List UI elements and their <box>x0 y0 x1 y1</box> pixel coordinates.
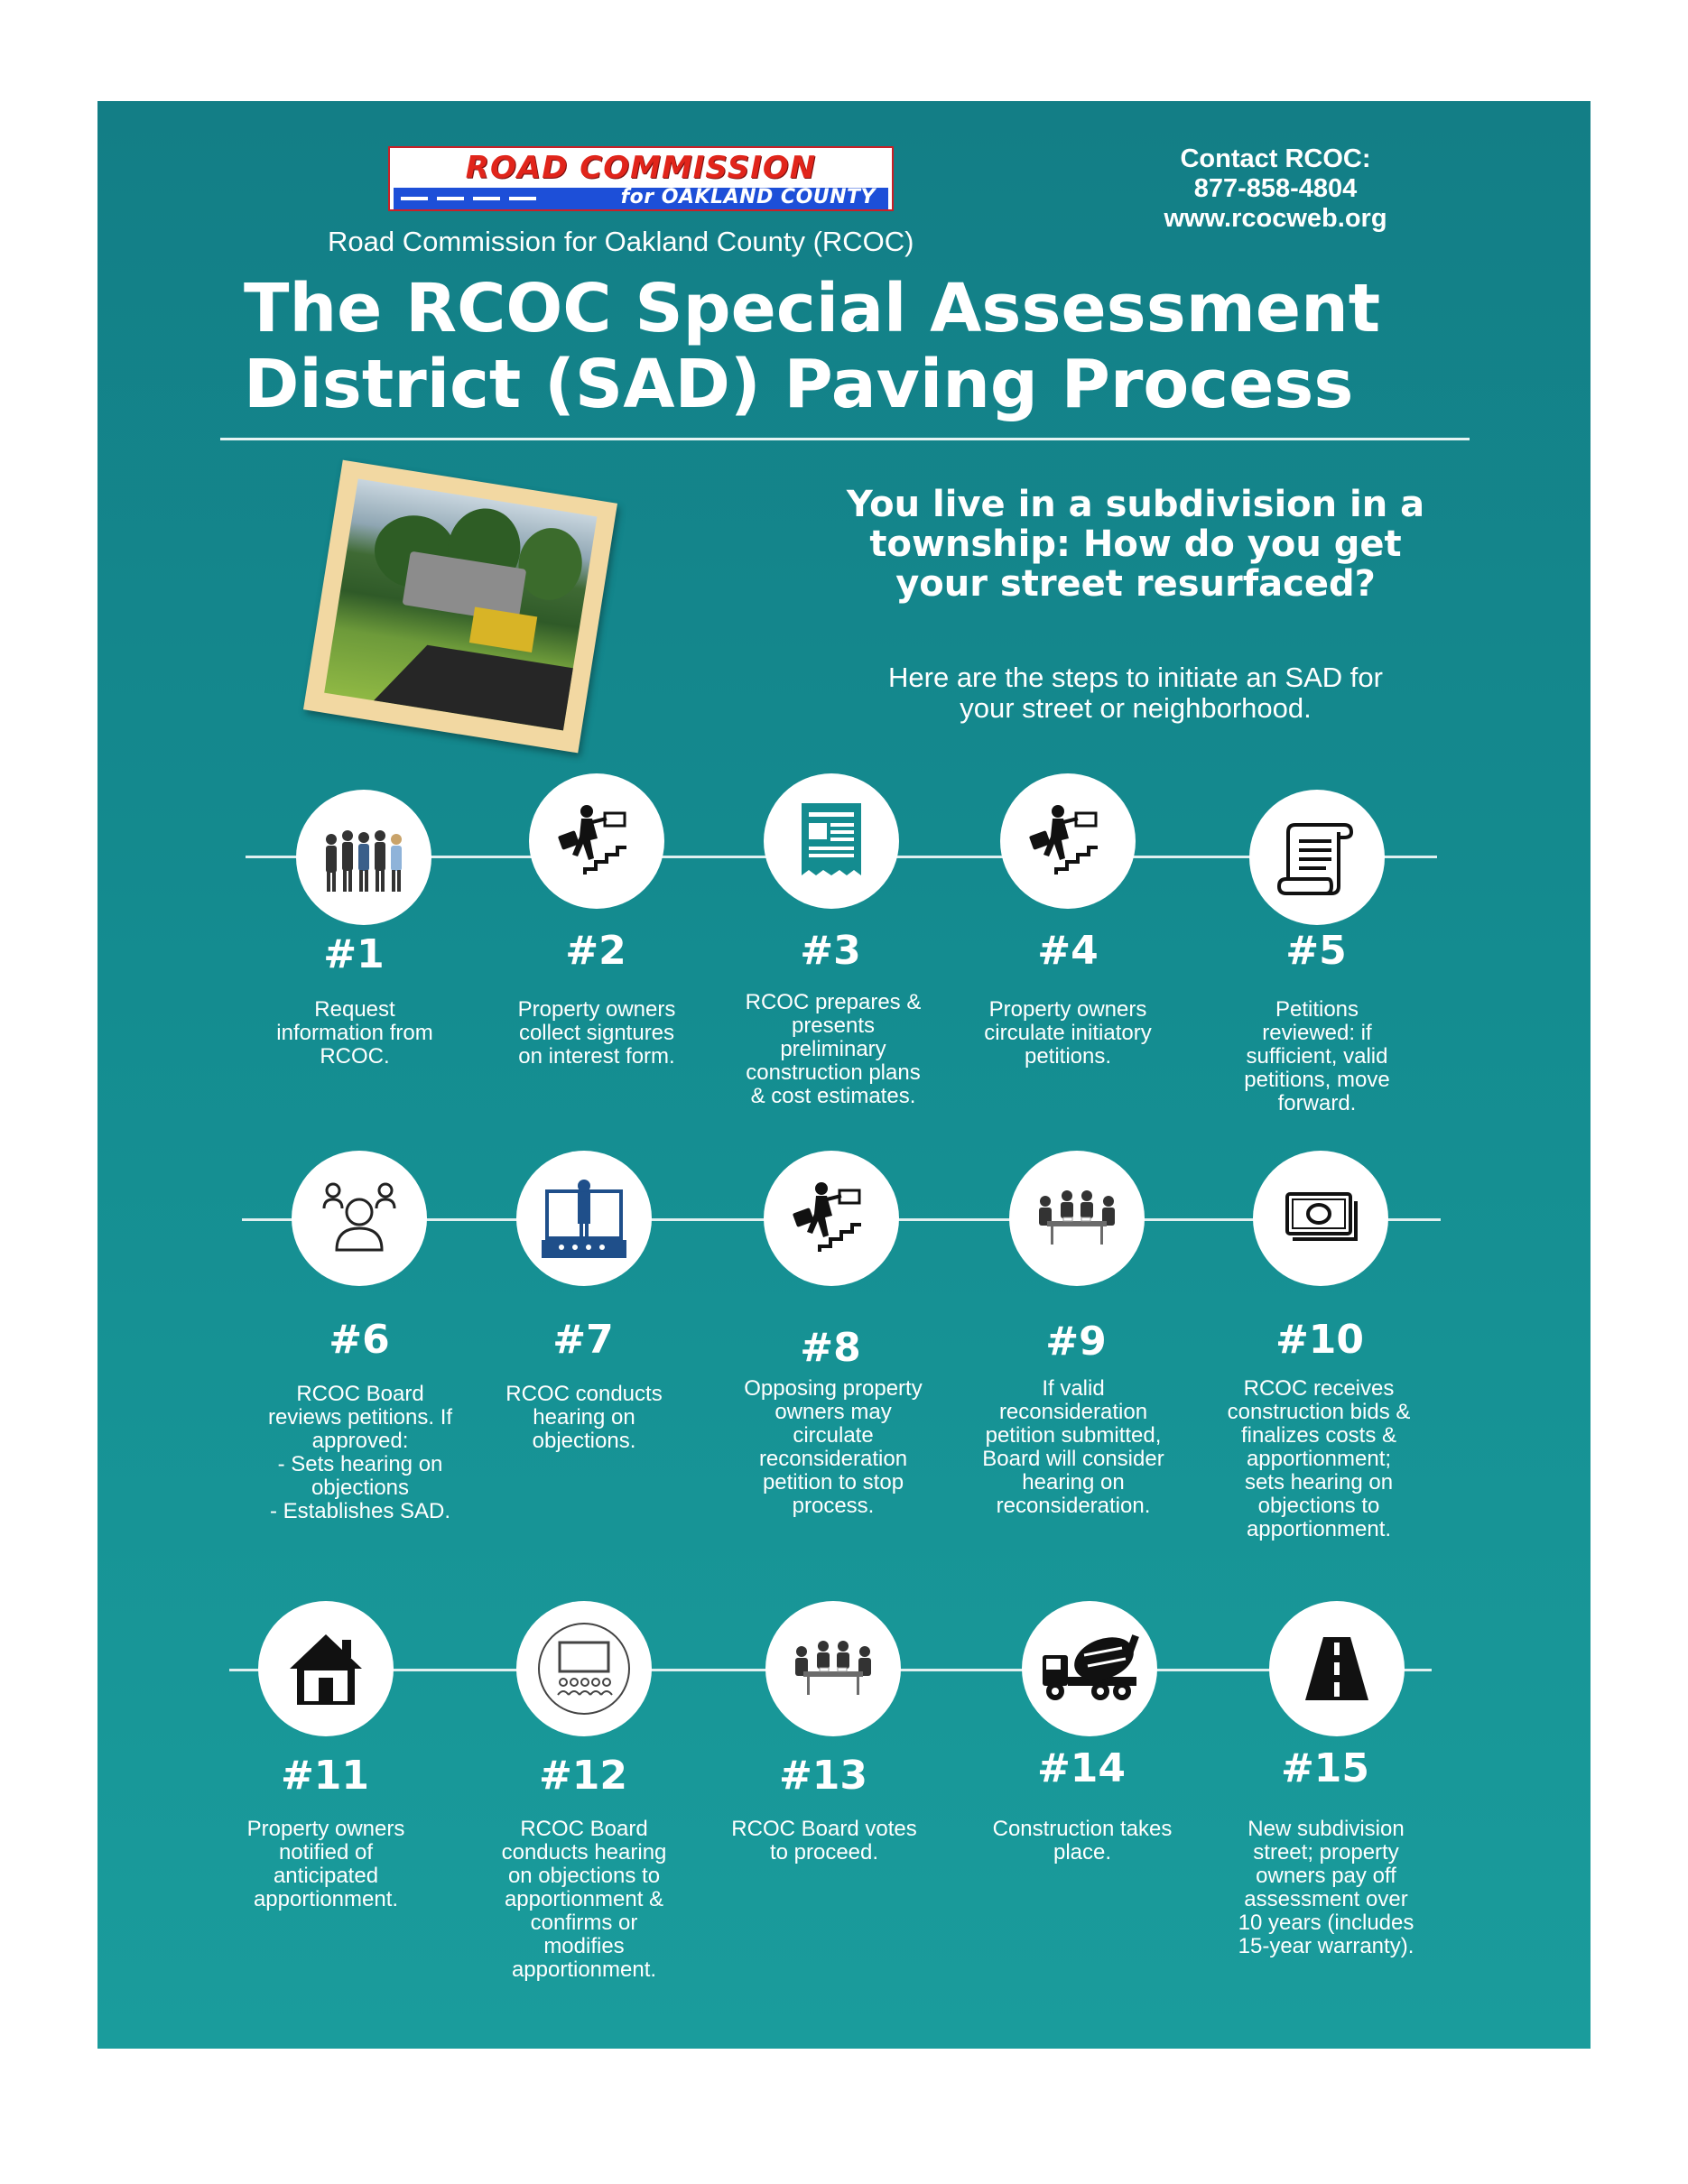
businesswoman-stairs-icon <box>547 791 646 891</box>
step-8-number: #8 <box>800 1325 861 1371</box>
step-5-circle <box>1249 790 1385 925</box>
step-9-text: If valid reconsideration petition submitted, Board will consider hearing on reconsideration. <box>982 1376 1164 1518</box>
step-15-text: New subdivision street; property owners pay off assessment over 10 years (includes 15-year warranty). <box>1238 1817 1414 1958</box>
logo-line1: ROAD COMMISSION <box>465 150 817 186</box>
screen-audience-icon <box>534 1619 634 1718</box>
step-5-text: Petitions reviewed: if sufficient, valid petitions, move forward. <box>1244 997 1390 1115</box>
step-14-number: #14 <box>1036 1745 1127 1791</box>
step-11-circle <box>258 1601 394 1736</box>
question-line3: your street resurfaced? <box>895 563 1376 605</box>
step-14-text: Construction takes place. <box>992 1817 1173 1865</box>
step-2-circle <box>529 773 664 909</box>
step-1-circle <box>296 790 431 925</box>
step-7-number: #7 <box>552 1317 614 1363</box>
meeting-table-icon <box>1027 1178 1127 1259</box>
step-9-circle <box>1009 1151 1145 1286</box>
meeting-table-icon <box>784 1628 883 1709</box>
step-4-number: #4 <box>1037 928 1099 974</box>
title-divider <box>220 438 1470 440</box>
businesswoman-stairs-icon <box>1018 791 1118 891</box>
step-7-text: RCOC conducts hearing on objections. <box>505 1382 663 1453</box>
step-10-text: RCOC receives construction bids & finalizes costs & apportionment; sets hearing on objections to apportionment. <box>1227 1376 1411 1541</box>
intro-text <box>802 662 1470 724</box>
step-14-circle <box>1022 1601 1157 1736</box>
people-group-icon <box>319 812 409 902</box>
scroll-icon <box>1272 812 1362 902</box>
step-1-number: #1 <box>323 931 385 977</box>
document-icon <box>791 796 872 886</box>
contact-block <box>1136 144 1415 234</box>
step-13-number: #13 <box>778 1753 868 1799</box>
step-12-circle <box>516 1601 652 1736</box>
infographic-poster <box>97 101 1591 2049</box>
money-icon <box>1280 1187 1361 1250</box>
question-line1: You live in a subdivision in a <box>846 484 1425 525</box>
intro-line1: Here are the steps to initiate an SAD for <box>888 662 1383 693</box>
contact-phone: 877-858-4804 <box>1193 174 1358 203</box>
step-13-circle <box>765 1601 901 1736</box>
step-3-text: RCOC prepares & presents preliminary construction plans & cost estimates. <box>745 990 922 1108</box>
step-8-circle <box>764 1151 899 1286</box>
step-6-text: RCOC Board reviews petitions. If approved: - Sets hearing on objections - Establishes SAD. <box>267 1382 453 1523</box>
question-line2: township: How do you get <box>869 523 1402 565</box>
title-line1: The RCOC Special Assessment <box>244 270 1381 347</box>
step-7-circle <box>516 1151 652 1286</box>
intro-line2: your street or neighborhood. <box>960 692 1312 724</box>
step-11-number: #11 <box>280 1753 370 1799</box>
step-6-circle <box>292 1151 427 1286</box>
step-1-text: Request information from RCOC. <box>276 997 433 1069</box>
step-12-number: #12 <box>538 1753 628 1799</box>
step-8-text: Opposing property owners may circulate reconsideration petition to stop process. <box>744 1376 923 1518</box>
step-3-circle <box>764 773 899 909</box>
step-11-text: Property owners notified of anticipated apportionment. <box>246 1817 405 1911</box>
paving-photo-image <box>324 479 597 731</box>
step-5-number: #5 <box>1285 928 1347 974</box>
organization-subtitle: Road Commission for Oakland County (RCOC) <box>328 226 914 257</box>
step-15-number: #15 <box>1280 1745 1370 1791</box>
step-12-text: RCOC Board conducts hearing on objections to apportionment & confirms or modifies apportionment. <box>501 1817 667 1982</box>
road-icon <box>1296 1628 1377 1709</box>
step-6-number: #6 <box>329 1317 390 1363</box>
cement-truck-icon <box>1035 1628 1144 1709</box>
rcoc-logo <box>388 146 894 211</box>
question-heading <box>784 485 1488 604</box>
businesswoman-stairs-icon <box>782 1169 881 1268</box>
house-icon <box>281 1624 371 1714</box>
contact-label: Contact RCOC: <box>1180 144 1371 173</box>
step-2-number: #2 <box>565 928 626 974</box>
step-4-text: Property owners circulate initiatory petitions. <box>984 997 1152 1069</box>
step-15-circle <box>1269 1601 1405 1736</box>
logo-line2: for OAKLAND COUNTY <box>620 186 876 208</box>
contact-website: www.rcocweb.org <box>1164 204 1387 233</box>
title-line2: District (SAD) Paving Process <box>244 346 1354 423</box>
presenter-audience-icon <box>534 1173 634 1263</box>
paving-photo <box>303 460 617 754</box>
step-3-number: #3 <box>800 928 861 974</box>
step-9-number: #9 <box>1045 1319 1107 1365</box>
page-title <box>244 271 1507 422</box>
step-10-number: #10 <box>1275 1317 1365 1363</box>
step-4-circle <box>1000 773 1136 909</box>
step-2-text: Property owners collect signtures on interest form. <box>517 997 676 1069</box>
step-10-circle <box>1253 1151 1388 1286</box>
step-13-text: RCOC Board votes to proceed. <box>731 1817 917 1865</box>
team-user-icon <box>319 1178 400 1259</box>
